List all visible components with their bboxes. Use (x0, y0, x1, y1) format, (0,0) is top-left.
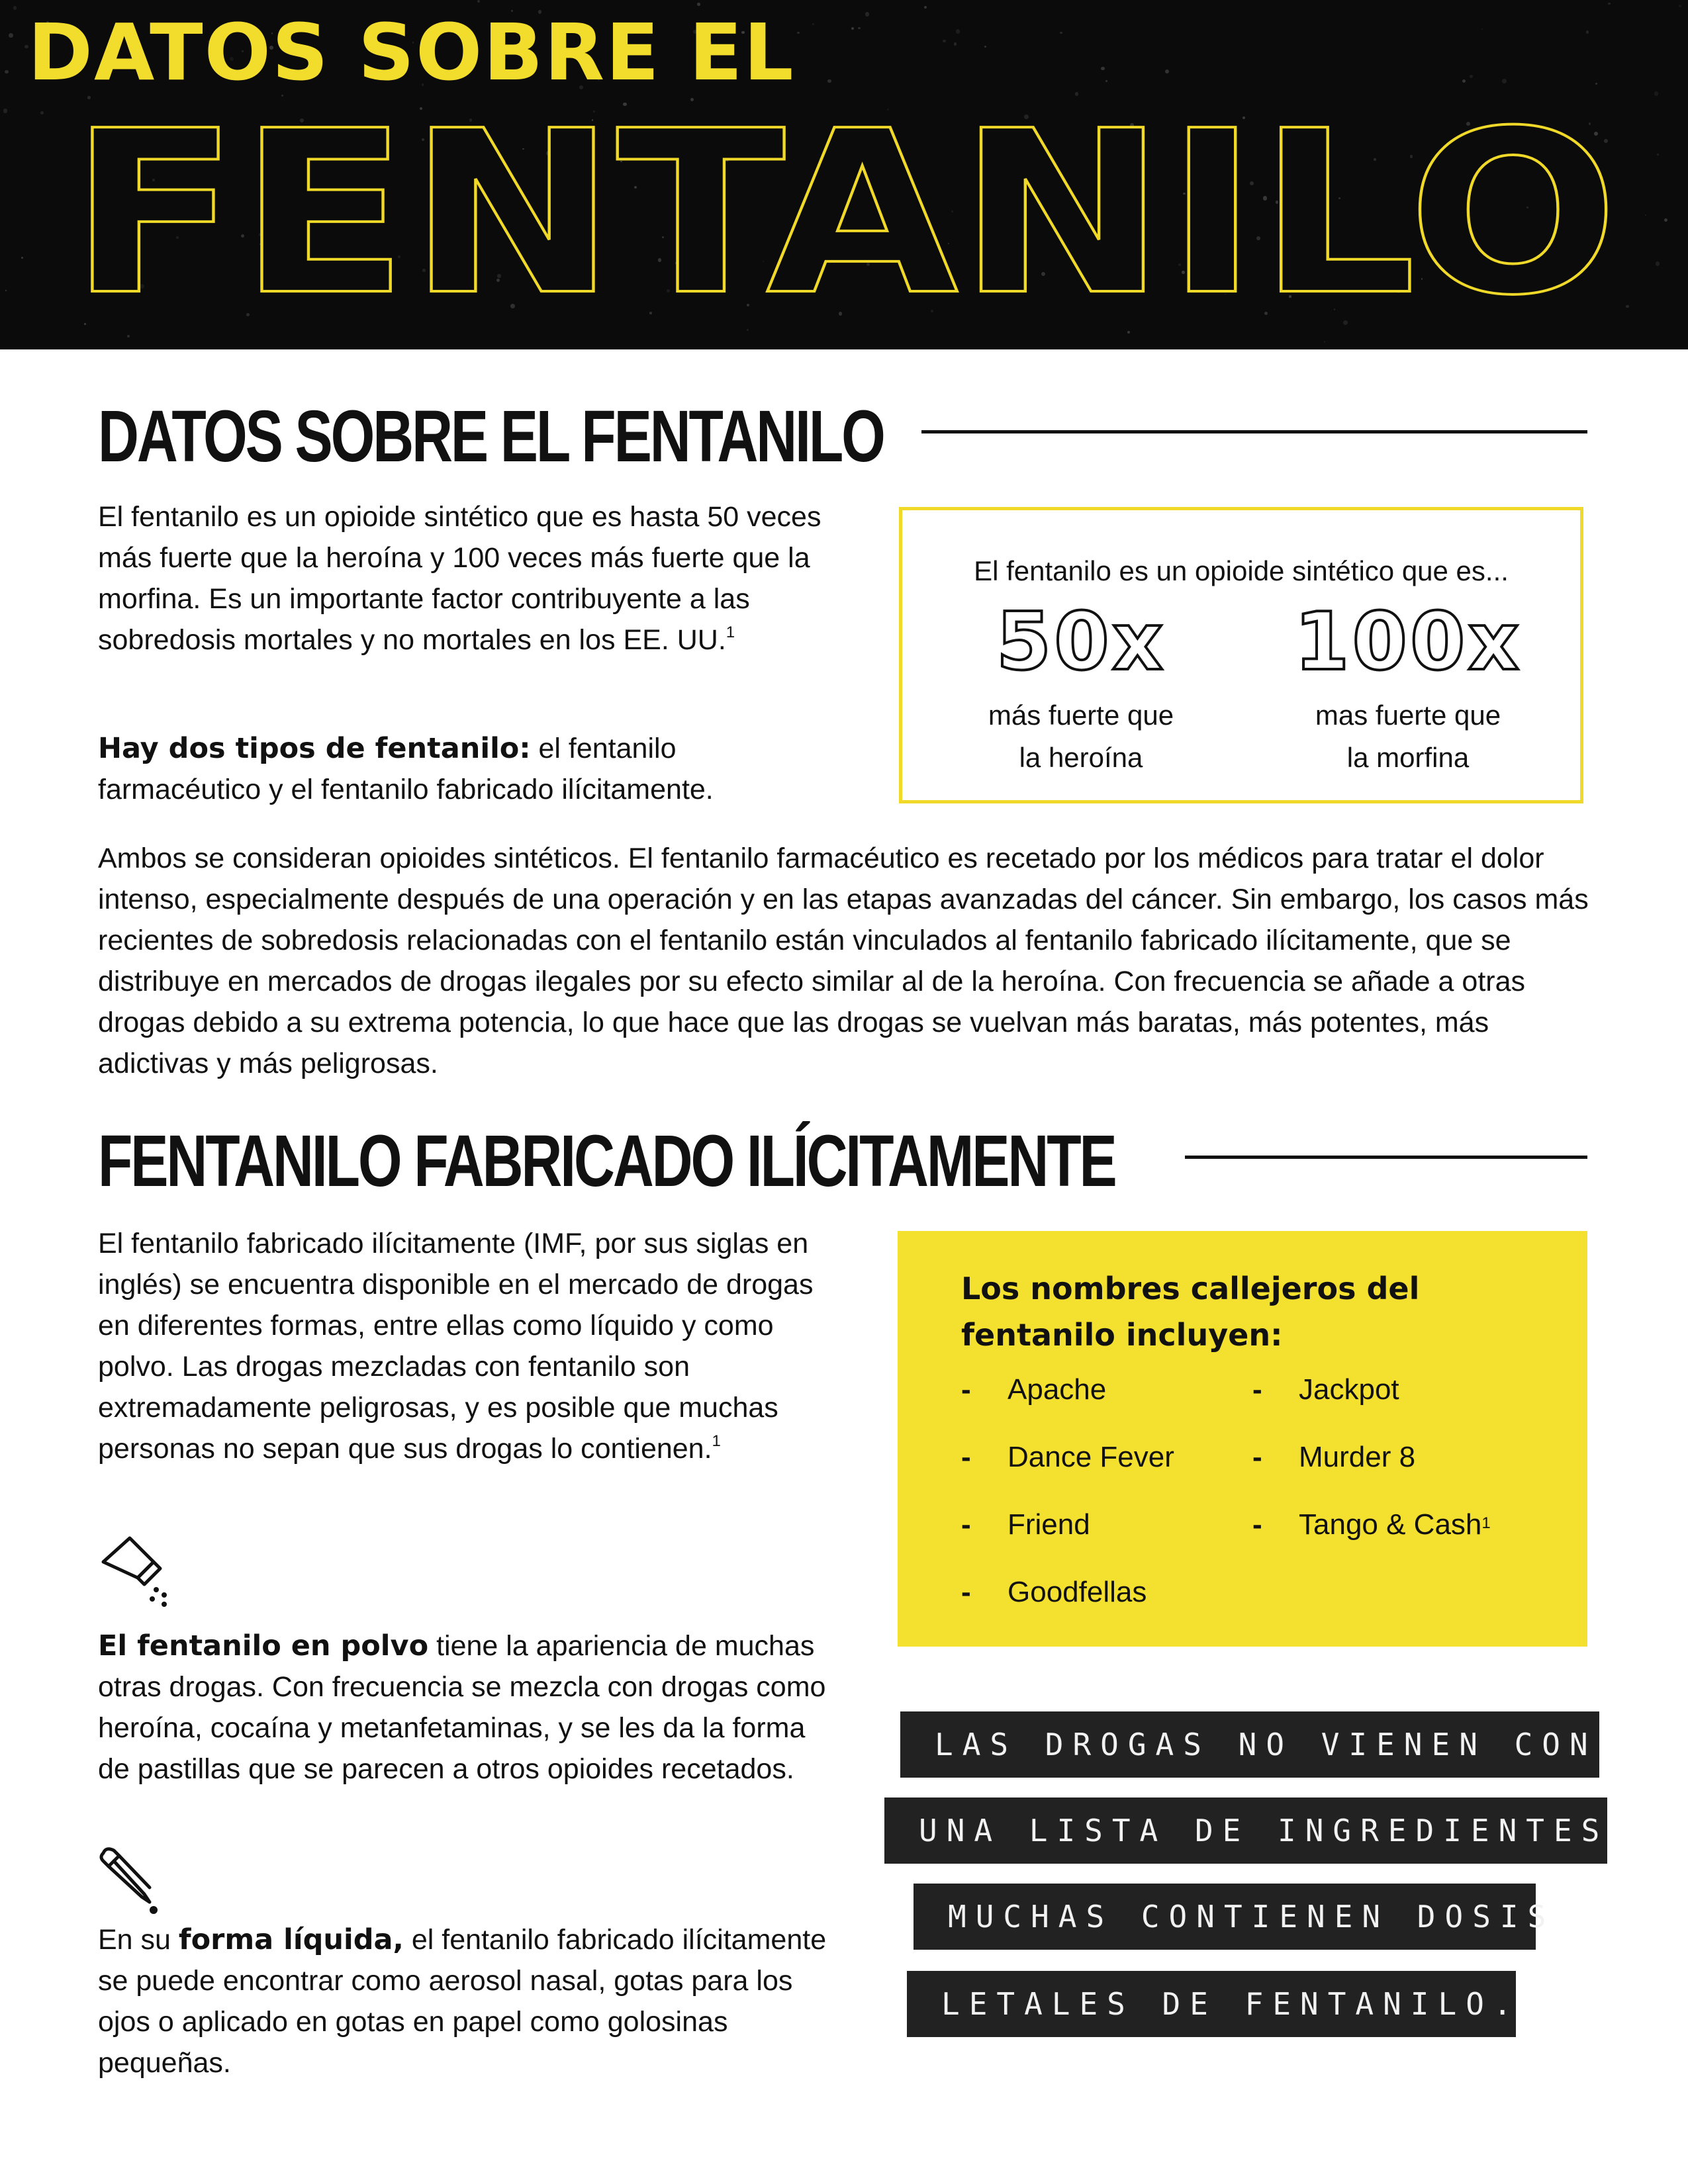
texture-speck (1060, 32, 1062, 34)
texture-speck (865, 12, 870, 17)
section2-rule (1185, 1156, 1587, 1159)
section2-liquid (98, 1919, 839, 2083)
stat1-caption (915, 694, 1246, 779)
tape-strip-4: LETALES DE FENTANILO. (907, 1971, 1516, 2037)
street-name-item: - Jackpot (1252, 1373, 1399, 1406)
texture-speck (1462, 79, 1466, 83)
texture-speck (9, 33, 13, 38)
powder-text: tiene la apariencia de muchas otras drogas. Con frecuencia se mezcla con drogas como heroína, cocaína y metanfetaminas, y se les da la forma de pastillas que se parecen a otros opioides recetados. (98, 1630, 826, 1785)
street-name-item: - Apache (961, 1373, 1107, 1406)
texture-speck (697, 3, 700, 5)
section2-intro (98, 1223, 839, 1469)
powder-bold: El fentanilo en polvo (98, 1629, 429, 1662)
texture-speck (1105, 80, 1107, 82)
texture-speck (13, 6, 17, 9)
header-banner (0, 0, 1688, 349)
texture-speck (943, 40, 945, 42)
texture-speck (851, 27, 854, 30)
stat1-caption-line1: más fuerte que (988, 700, 1174, 731)
liquid-text: el fentanilo fabricado ilícitamente se puede encontrar como aerosol nasal, gotas para los ojos o aplicado en gotas en papel como golosinas pequeñas. (98, 1924, 827, 2079)
dropper-icon (98, 1845, 164, 1918)
texture-speck (956, 29, 960, 33)
texture-speck (1481, 28, 1483, 30)
texture-speck (1586, 30, 1589, 34)
section1-types (98, 728, 839, 810)
texture-speck (1101, 67, 1104, 70)
street-name-item: - Murder 8 (1252, 1441, 1416, 1473)
stat2-caption-line1: mas fuerte que (1315, 700, 1501, 731)
stat-100x: 100x (1294, 596, 1522, 688)
section1-intro-text: El fentanilo es un opioide sintético que es hasta 50 veces más fuerte que la heroína y 100 veces más fuerte que la morfina. Es un importante factor contribuyente a las sobredosis mortales y no mortales en los EE. UU. (98, 501, 821, 656)
texture-speck (1608, 3, 1610, 5)
street-name-item: - Dance Fever (961, 1441, 1174, 1473)
stat2-caption-line2: la morfina (1346, 742, 1470, 773)
stat2-caption (1243, 694, 1573, 779)
potency-stat-box (899, 507, 1583, 803)
powder-shaker-icon (98, 1535, 177, 1608)
liquid-bold: forma líquida, (178, 1923, 404, 1956)
street-names-title: Los nombres callejeros del fentanilo incluyen: (961, 1271, 1420, 1353)
street-name-item: - Tango & Cash$^1$ (1252, 1508, 1491, 1541)
tape-strip-1: LAS DROGAS NO VIENEN CON (900, 1711, 1599, 1778)
stat-intro: El fentanilo es un opioide sintético que es... (974, 555, 1509, 586)
texture-speck (5, 70, 8, 73)
footnote-ref: 1 (1481, 1514, 1491, 1532)
section2-powder (98, 1625, 839, 1790)
liquid-pre: En su (98, 1924, 179, 1956)
section2-heading: FENTANILO FABRICADO ILÍCITAMENTE (98, 1120, 1115, 1202)
section1-heading: DATOS SOBRE EL FENTANILO (98, 396, 884, 477)
texture-speck (812, 23, 814, 25)
texture-speck (797, 32, 799, 34)
footnote-ref: 1 (726, 623, 735, 641)
street-name-item: - Friend (961, 1508, 1090, 1541)
header-subtitle: DATOS SOBRE EL (28, 7, 795, 98)
texture-speck (1595, 83, 1597, 85)
stat-50x: 50x (996, 596, 1166, 688)
header-title (0, 93, 1688, 344)
types-bold: Hay dos tipos de fentanilo: (98, 732, 531, 765)
tape-strip-3: MUCHAS CONTIENEN DOSIS (914, 1884, 1536, 1950)
texture-speck (827, 79, 831, 83)
texture-speck (924, 6, 927, 9)
texture-speck (477, 0, 480, 3)
texture-speck (1470, 75, 1473, 78)
texture-speck (1165, 69, 1169, 73)
section2-intro-text: El fentanilo fabricado ilícitamente (IMF, por sus siglas en inglés) se encuentra disponible en el mercado de drogas en diferentes formas, entre ellas como líquido y como polvo. Las drogas mezcladas con fentanilo son extremadamente peligrosas, y es posible que muchas personas no sepan que sus drogas lo contienen. (98, 1228, 814, 1465)
types-text: el fentanilo farmacéutico y el fentanilo fabricado ilícitamente. (98, 733, 714, 805)
texture-speck (1679, 5, 1681, 7)
stat1-caption-line2: la heroína (1019, 742, 1143, 773)
street-name-item: - Goodfellas (961, 1576, 1147, 1608)
street-names-box (898, 1231, 1587, 1647)
section1-intro (98, 496, 839, 660)
texture-speck (858, 27, 861, 30)
texture-speck (1502, 79, 1507, 83)
header-title-text: FENTANILO (70, 93, 1618, 344)
texture-speck (954, 42, 957, 46)
tape-strip-2: UNA LISTA DE INGREDIENTES (884, 1797, 1607, 1864)
section1-rule (921, 430, 1587, 433)
texture-speck (984, 46, 986, 48)
section1-paragraph: Ambos se consideran opioides sintéticos. El fentanilo farmacéutico es recetado por los médicos para tratar el dolor intenso, especialmente después de una operación y en las etapas avanzadas del cáncer. Sin embargo, los casos más recientes de sobredosis relacionadas con el fentanilo están vinculados al fentanilo fabricado ilícitamente, que se distribuye en mercados de drogas ilegales por su efecto similar al de la heroína. Con frecuencia se añade a otras drogas debido a su extrema potencia, lo que hace que las drogas se vuelvan más baratas, más potentes, más adictivas y más peligrosas. (98, 842, 1589, 1079)
footnote-ref: 1 (712, 1432, 721, 1450)
